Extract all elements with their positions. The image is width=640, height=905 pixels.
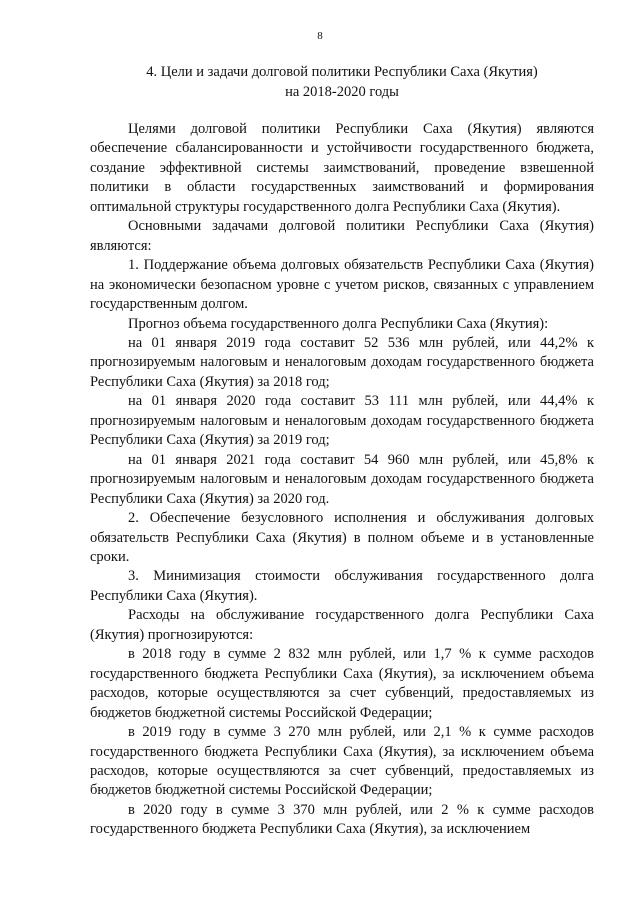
paragraph: в 2020 году в сумме 3 370 млн рублей, или 2 % к сумме расходов государственного бюджета Республики Саха (Якутия), за исключением <box>90 801 594 838</box>
paragraph: на 01 января 2019 года составит 52 536 млн рублей, или 44,2% к прогнозируемым налоговым и неналоговым доходам государственного бюджета Республики Саха (Якутия) за 2018 год; <box>90 334 594 390</box>
paragraph: 1. Поддержание объема долговых обязательств Республики Саха (Якутия) на экономически безопасном уровне с учетом рисков, связанных с управлением государственным долгом. <box>90 257 594 313</box>
paragraph: 2. Обеспечение безусловного исполнения и обслуживания долговых обязательств Республики Саха (Якутия) в полном объеме и в установленные сроки. <box>90 510 594 565</box>
paragraph: Прогноз объема государственного долга Республики Саха (Якутия): <box>128 315 549 332</box>
section-heading-line-1: 4. Цели и задачи долговой политики Республики Саха (Якутия) <box>146 64 538 80</box>
paragraph: в 2019 году в сумме 3 270 млн рублей, или 2,1 % к сумме расходов государственного бюджета Республики Саха (Якутия), за исключением объема расходов, которые осуществляются за счет субвенций, предоставляемых из бюджетов бюджетной системы Российской Федерации; <box>90 724 594 799</box>
paragraph: Целями долговой политики Республики Саха (Якутия) являются обеспечение сбалансированности и устойчивости государственного бюджета, создание эффективной системы заимствований, проведение взвешенной политики в области государственных заимствований и формирования оптимальной структуры государственного долга Республики Саха (Якутия). <box>90 121 594 215</box>
paragraph: в 2018 году в сумме 2 832 млн рублей, или 1,7 % к сумме расходов государственного бюджета Республики Саха (Якутия), за исключением объема расходов, которые осуществляются за счет субвенций, предоставляемых из бюджетов бюджетной системы Российской Федерации; <box>90 646 594 721</box>
body-text <box>90 120 594 840</box>
page-number: 8 <box>317 30 323 42</box>
section-heading <box>90 62 594 102</box>
section-heading-line-2: на 2018-2020 годы <box>285 84 399 100</box>
paragraph: 3. Минимизация стоимости обслуживания государственного долга Республики Саха (Якутия). <box>90 568 594 604</box>
paragraph: Основными задачами долговой политики Республики Саха (Якутия) являются: <box>90 218 594 254</box>
paragraph: на 01 января 2021 года составит 54 960 млн рублей, или 45,8% к прогнозируемым налоговым и неналоговым доходам государственного бюджета Республики Саха (Якутия) за 2020 год. <box>90 451 594 507</box>
paragraph: на 01 января 2020 года составит 53 111 млн рублей, или 44,4% к прогнозируемым налоговым и неналоговым доходам государственного бюджета Республики Саха (Якутия) за 2019 год; <box>90 393 594 449</box>
paragraph: Расходы на обслуживание государственного долга Республики Саха (Якутия) прогнозируются: <box>90 607 594 643</box>
